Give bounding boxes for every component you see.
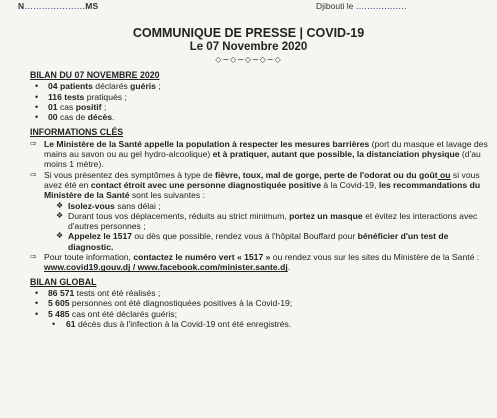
date-handwritten: ……………… bbox=[355, 2, 407, 12]
reference-prefix: N bbox=[18, 1, 25, 11]
key-info-list bbox=[30, 139, 488, 273]
info-item-barrier-measures: ⇨ Le Ministère de la Santé appelle la population à respecter les mesures barrières (port du masque et lavage des mains au savon ou au gel hydro-alcoolique) et à pratiquer, autant que possible, la distanciation physique (d'au moins 1 mètre). bbox=[30, 138, 488, 170]
place-date bbox=[316, 1, 407, 12]
arrow-icon: ⇨ bbox=[30, 252, 37, 262]
recommendation-item: ❖ Durant tous vos déplacements, réduits au strict minimum, portez un masque et évitez les interactions avec d'autres personnes ; bbox=[56, 210, 478, 232]
arrow-icon: ⇨ bbox=[30, 169, 37, 179]
list-item: • 5 605 personnes ont été diagnostiquées positives à la Covid-19; bbox=[30, 298, 488, 308]
list-item: • 86 571 tests ont été réalisés ; bbox=[30, 288, 488, 298]
letterhead-reference-line bbox=[0, 0, 497, 14]
section-heading-key-info: INFORMATIONS CLÉS bbox=[30, 127, 124, 138]
reference-number bbox=[18, 1, 98, 12]
diamond-bullet-icon: ❖ bbox=[56, 200, 64, 210]
press-release-body bbox=[30, 70, 488, 334]
recommendations-list bbox=[44, 201, 488, 252]
document-title: COMMUNIQUE DE PRESSE | COVID-19 bbox=[132, 26, 365, 40]
daily-stats-list bbox=[30, 81, 488, 122]
list-item: • 00 cas de décès. bbox=[30, 112, 488, 122]
info-item-symptoms: ⇨ Si vous présentez des symptômes à type de fièvre, toux, mal de gorge, perte de l'odorat ou du goût ou si vous avez été en contact étroit avec une personne diagnostiquée positive à la Covid-19, les recommandations du Ministère de la Santé sont les suivantes : ❖ Isolez-vous sans délai ; ❖ Durant tous vos déplacements, réduits au strict minimum, portez un masque et évitez les interactions avec d'autres personnes ; ❖ Appelez le 1517 ou dès que possible, rendez vous à l'hôpital Bouffard pour bénéficier d'un test de diagnostic. bbox=[30, 170, 488, 252]
list-item: • 116 tests pratiqués ; bbox=[30, 92, 488, 102]
section-heading-daily: BILAN DU 07 NOVEMBRE 2020 bbox=[30, 70, 160, 80]
list-item: • 01 cas positif ; bbox=[30, 102, 488, 112]
section-heading-global: BILAN GLOBAL bbox=[30, 276, 97, 287]
diamond-bullet-icon: ❖ bbox=[56, 210, 64, 220]
list-item: • 04 patients déclarés guéris ; bbox=[30, 81, 488, 91]
reference-suffix: MS bbox=[85, 1, 99, 11]
list-item: • 5 485 cas ont été déclarés guéris; bbox=[30, 309, 488, 319]
ministry-websites: www.covid19.gouv.dj / www.facebook.com/minister.sante.dj bbox=[44, 262, 288, 273]
info-item-contact: ⇨ Pour toute information, contactez le numéro vert « 1517 » ou rendez vous sur les sites du Ministère de la Santé : www.covid19.gouv.dj / www.facebook.com/minister.sante.dj. bbox=[30, 252, 480, 273]
arrow-icon: ⇨ bbox=[30, 138, 37, 148]
reference-handwritten: ………………… bbox=[24, 2, 86, 12]
decorative-ornament: ◇∼◇∼◇∼◇∼◇ bbox=[215, 55, 282, 64]
recommendation-item: ❖ Appelez le 1517 ou dès que possible, rendez vous à l'hôpital Bouffard pour bénéficier d'un test de diagnostic. bbox=[56, 231, 449, 252]
recommendation-item: ❖ Isolez-vous sans délai ; bbox=[56, 200, 161, 211]
place-label: Djibouti le bbox=[316, 1, 354, 11]
global-stats-list bbox=[30, 288, 488, 329]
document-date: Le 07 Novembre 2020 bbox=[189, 41, 308, 53]
list-item: • 61 décès dus à l'infection à la Covid-19 ont été enregistrés. bbox=[30, 319, 488, 329]
diamond-bullet-icon: ❖ bbox=[56, 231, 64, 241]
